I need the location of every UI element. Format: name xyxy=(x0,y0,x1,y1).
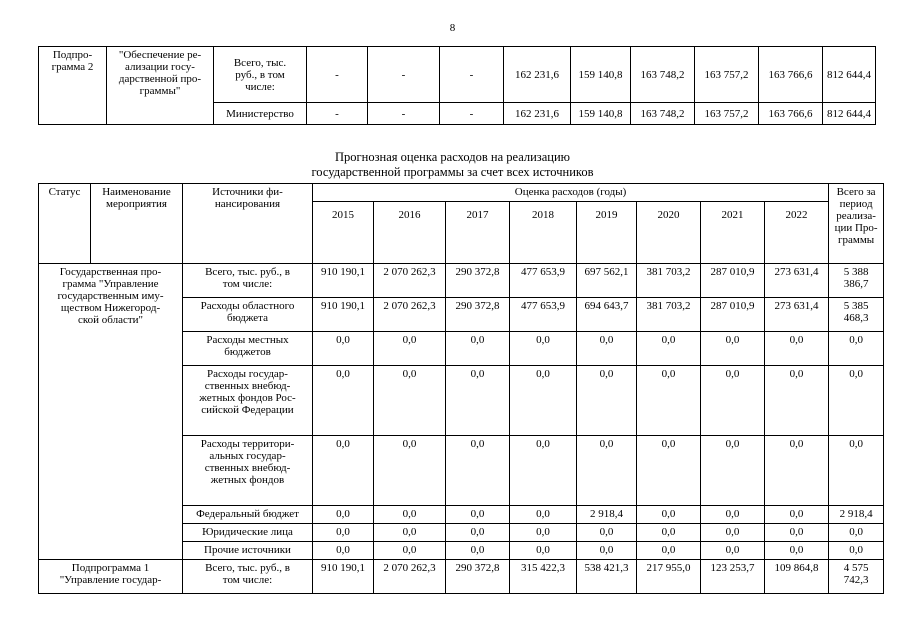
year-header: 2020 xyxy=(637,202,701,264)
source-cell: Расходы территори- альных государ- ственных внебюд- жетных фондов xyxy=(183,436,313,506)
value-cell: 0,0 xyxy=(313,366,374,436)
value-cell: 910 190,1 xyxy=(313,298,374,332)
value-cell: 0,0 xyxy=(510,332,577,366)
source-cell: Министерство xyxy=(214,103,307,125)
source-cell: Всего, тыс. руб., в том числе: xyxy=(214,47,307,103)
value-cell: 0,0 xyxy=(374,436,446,506)
value-cell: 0,0 xyxy=(701,506,765,524)
value-cell: 2 918,4 xyxy=(829,506,884,524)
value-cell: - xyxy=(307,47,368,103)
program-cell: Государственная про- грамма "Управление государственным иму- ществом Нижегород- ской области" xyxy=(39,264,183,560)
value-cell: 0,0 xyxy=(637,436,701,506)
source-cell: Расходы местных бюджетов xyxy=(183,332,313,366)
value-cell: 381 703,2 xyxy=(637,298,701,332)
value-cell: 2 070 262,3 xyxy=(374,560,446,594)
year-header: 2018 xyxy=(510,202,577,264)
page-number: 8 xyxy=(449,22,456,34)
value-cell: 381 703,2 xyxy=(637,264,701,298)
value-cell: 0,0 xyxy=(510,524,577,542)
value-cell: 0,0 xyxy=(829,366,884,436)
value-cell: 0,0 xyxy=(374,506,446,524)
name-cell: "Обеспечение ре- ализации госу- дарственной про- граммы" xyxy=(107,47,214,125)
source-cell: Федеральный бюджет xyxy=(183,506,313,524)
value-cell: 538 421,3 xyxy=(577,560,637,594)
value-cell: 109 864,8 xyxy=(765,560,829,594)
subprogram-row xyxy=(39,560,905,594)
header-total: Всего за период реализа- ции Про- граммы xyxy=(829,184,884,264)
value-cell: 163 766,6 xyxy=(759,47,823,103)
table-row xyxy=(39,264,905,298)
value-cell: 0,0 xyxy=(313,506,374,524)
value-cell: 694 643,7 xyxy=(577,298,637,332)
value-cell: 159 140,8 xyxy=(571,103,631,125)
value-cell: 5 385 468,3 xyxy=(829,298,884,332)
value-cell: 0,0 xyxy=(637,366,701,436)
header-estimate: Оценка расходов (годы) xyxy=(313,184,829,202)
value-cell: - xyxy=(440,47,504,103)
value-cell: 0,0 xyxy=(374,524,446,542)
value-cell: 0,0 xyxy=(510,366,577,436)
value-cell: 0,0 xyxy=(829,332,884,366)
value-cell: - xyxy=(368,47,440,103)
value-cell: 287 010,9 xyxy=(701,298,765,332)
value-cell: 0,0 xyxy=(577,366,637,436)
header-row xyxy=(39,184,905,202)
value-cell: 0,0 xyxy=(701,332,765,366)
source-cell: Всего, тыс. руб., в том числе: xyxy=(183,264,313,298)
year-header: 2022 xyxy=(765,202,829,264)
value-cell: 0,0 xyxy=(637,542,701,560)
value-cell: 477 653,9 xyxy=(510,298,577,332)
value-cell: 0,0 xyxy=(446,506,510,524)
source-cell: Всего, тыс. руб., в том числе: xyxy=(183,560,313,594)
value-cell: 0,0 xyxy=(577,436,637,506)
value-cell: 0,0 xyxy=(765,366,829,436)
value-cell: 812 644,4 xyxy=(823,47,876,103)
value-cell: 0,0 xyxy=(765,524,829,542)
value-cell: 162 231,6 xyxy=(504,103,571,125)
value-cell: 0,0 xyxy=(374,366,446,436)
value-cell: 0,0 xyxy=(637,332,701,366)
value-cell: 2 070 262,3 xyxy=(374,264,446,298)
table-row xyxy=(39,47,876,103)
value-cell: 0,0 xyxy=(577,524,637,542)
value-cell: - xyxy=(368,103,440,125)
value-cell: 290 372,8 xyxy=(446,560,510,594)
value-cell: 0,0 xyxy=(446,542,510,560)
table-heading-line-2: государственной программы за счет всех источников xyxy=(311,165,594,179)
status-cell: Подпро- грамма 2 xyxy=(39,47,107,125)
value-cell: 0,0 xyxy=(446,524,510,542)
value-cell: 0,0 xyxy=(510,506,577,524)
value-cell: 0,0 xyxy=(510,436,577,506)
value-cell: 477 653,9 xyxy=(510,264,577,298)
value-cell: 0,0 xyxy=(446,436,510,506)
header-name: Наименование мероприятия xyxy=(91,184,183,264)
value-cell: 217 955,0 xyxy=(637,560,701,594)
value-cell: 0,0 xyxy=(374,542,446,560)
year-header: 2021 xyxy=(701,202,765,264)
value-cell: 0,0 xyxy=(765,506,829,524)
value-cell: 287 010,9 xyxy=(701,264,765,298)
value-cell: 273 631,4 xyxy=(765,264,829,298)
header-source: Источники фи- нансирования xyxy=(183,184,313,264)
value-cell: 0,0 xyxy=(637,506,701,524)
value-cell: 910 190,1 xyxy=(313,264,374,298)
value-cell: 0,0 xyxy=(701,436,765,506)
value-cell: 0,0 xyxy=(374,332,446,366)
value-cell: 0,0 xyxy=(510,542,577,560)
value-cell: 910 190,1 xyxy=(313,560,374,594)
value-cell: 163 748,2 xyxy=(631,47,695,103)
source-cell: Расходы областного бюджета xyxy=(183,298,313,332)
value-cell: 5 388 386,7 xyxy=(829,264,884,298)
value-cell: 159 140,8 xyxy=(571,47,631,103)
value-cell: 290 372,8 xyxy=(446,264,510,298)
value-cell: 4 575 742,3 xyxy=(829,560,884,594)
value-cell: 0,0 xyxy=(701,542,765,560)
value-cell: 0,0 xyxy=(765,542,829,560)
value-cell: 2 070 262,3 xyxy=(374,298,446,332)
year-header: 2015 xyxy=(313,202,374,264)
value-cell: 0,0 xyxy=(829,436,884,506)
value-cell: 163 757,2 xyxy=(695,103,759,125)
value-cell: - xyxy=(307,103,368,125)
value-cell: 0,0 xyxy=(313,542,374,560)
value-cell: 163 748,2 xyxy=(631,103,695,125)
value-cell: 0,0 xyxy=(765,332,829,366)
value-cell: 315 422,3 xyxy=(510,560,577,594)
value-cell: 0,0 xyxy=(577,332,637,366)
table-heading-line-1: Прогнозная оценка расходов на реализацию xyxy=(335,150,570,164)
value-cell: 273 631,4 xyxy=(765,298,829,332)
value-cell: 0,0 xyxy=(829,542,884,560)
value-cell: 163 757,2 xyxy=(695,47,759,103)
value-cell: 290 372,8 xyxy=(446,298,510,332)
value-cell: 0,0 xyxy=(637,524,701,542)
year-header: 2016 xyxy=(374,202,446,264)
value-cell: 0,0 xyxy=(701,524,765,542)
value-cell: 0,0 xyxy=(446,332,510,366)
value-cell: 162 231,6 xyxy=(504,47,571,103)
subprogram-name-cell: Подпрограмма 1 "Управление государ- xyxy=(39,560,183,594)
value-cell: 0,0 xyxy=(765,436,829,506)
value-cell: - xyxy=(440,103,504,125)
value-cell: 0,0 xyxy=(577,542,637,560)
year-header: 2019 xyxy=(577,202,637,264)
value-cell: 0,0 xyxy=(829,524,884,542)
year-header: 2017 xyxy=(446,202,510,264)
value-cell: 812 644,4 xyxy=(823,103,876,125)
value-cell: 0,0 xyxy=(313,524,374,542)
source-cell: Юридические лица xyxy=(183,524,313,542)
value-cell: 0,0 xyxy=(313,332,374,366)
value-cell: 0,0 xyxy=(313,436,374,506)
header-status: Статус xyxy=(39,184,91,264)
source-cell: Прочие источники xyxy=(183,542,313,560)
value-cell: 0,0 xyxy=(701,366,765,436)
value-cell: 697 562,1 xyxy=(577,264,637,298)
value-cell: 163 766,6 xyxy=(759,103,823,125)
subprogram-2-table xyxy=(38,46,876,125)
source-cell: Расходы государ- ственных внебюд- жетных фондов Рос- сийской Федерации xyxy=(183,366,313,436)
value-cell: 123 253,7 xyxy=(701,560,765,594)
value-cell: 2 918,4 xyxy=(577,506,637,524)
expense-forecast-table xyxy=(38,183,905,594)
value-cell: 0,0 xyxy=(446,366,510,436)
